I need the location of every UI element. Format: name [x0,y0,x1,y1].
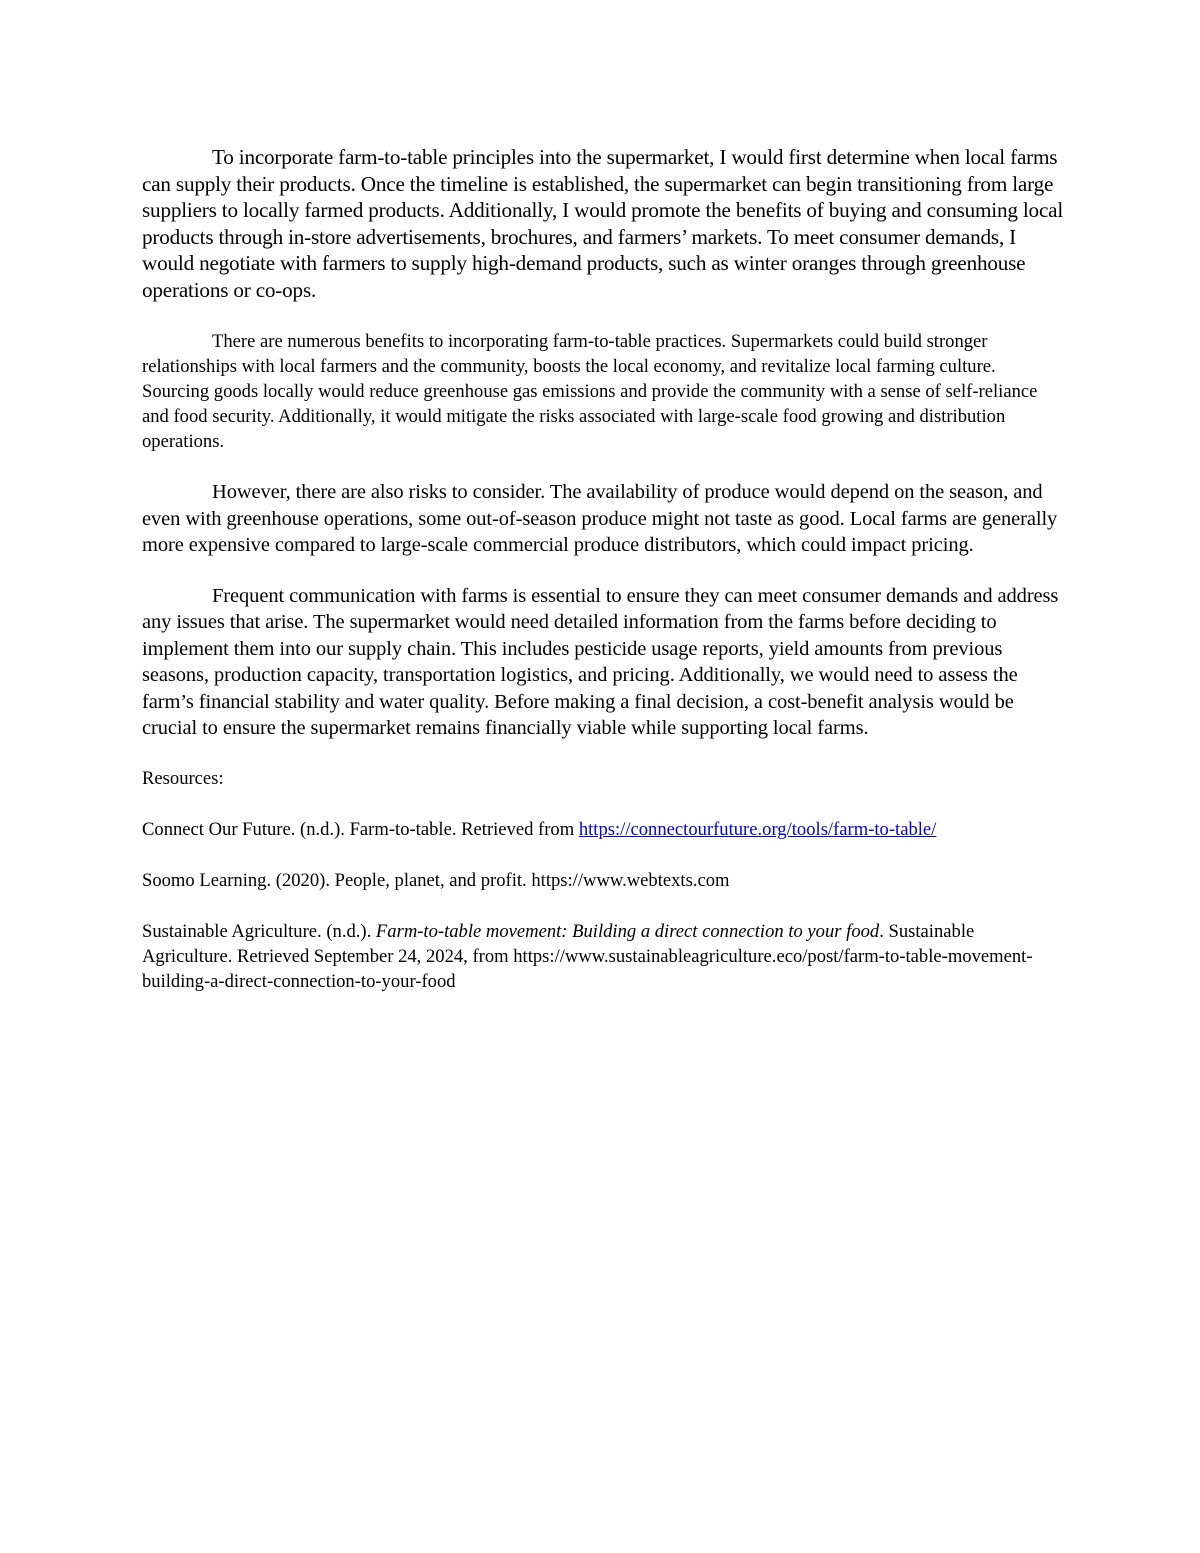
paragraph-implementation: To incorporate farm-to-table principles into the supermarket, I would first determine when local farms can supply their products. Once the timeline is established, the supermarket can begin transitioning from large suppliers to locally farmed products. Additionally, I would promote the benefits of buying and consuming local products through in-store advertisements, brochures, and farmers’ markets. To meet consumer demands, I would negotiate with farmers to supply high-demand products, such as winter oranges through greenhouse operations or co-ops. [142,145,1064,302]
reference-connect-our-future [142,817,1067,842]
resources-heading: Resources: [142,767,224,789]
reference-sustainable-agriculture [142,919,1067,994]
reference-author: Sustainable Agriculture. (n.d.). [142,920,376,942]
reference-title: Farm-to-table movement: Building a direct connection to your food [375,920,880,942]
paragraph-risks: However, there are also risks to consider. The availability of produce would depend on the season, and even with greenhouse operations, some out-of-season produce might not taste as good. Local farms are generally more expensive compared to large-scale commercial produce distributors, which could impact pricing. [142,481,1058,556]
document-page [142,144,1067,1020]
paragraph-communication: Frequent communication with farms is essential to ensure they can meet consumer demands and address any issues that arise. The supermarket would need detailed information from the farms before deciding to implement them into our supply chain. This includes pesticide usage reports, yield amounts from previous seasons, production capacity, transportation logistics, and pricing. Additionally, we would need to assess the farm’s financial stability and water quality. Before making a final decision, a cost-benefit analysis would be crucial to ensure the supermarket remains financially viable while supporting local farms. [142,584,1059,739]
reference-text: Connect Our Future. (n.d.). Farm-to-table. Retrieved from [142,818,579,840]
reference-details: . Sustainable Agriculture. Retrieved September 24, 2024, from https://www.sustainableagriculture.eco/post/farm-to-table-movement-building-a-direct-connection-to-your-food [142,920,1033,992]
paragraph-benefits: There are numerous benefits to incorporating farm-to-table practices. Supermarkets could build stronger relationships with local farmers and the community, boosts the local economy, and revitalize local farming culture. Sourcing goods locally would reduce greenhouse gas emissions and provide the community with a sense of self-reliance and food security. Additionally, it would mitigate the risks associated with large-scale food growing and distribution operations. [142,331,1038,452]
reference-link[interactable]: https://connectourfuture.org/tools/farm-to-table/ [578,818,937,840]
reference-soomo-learning: Soomo Learning. (2020). People, planet, and profit. https://www.webtexts.com [142,869,730,891]
